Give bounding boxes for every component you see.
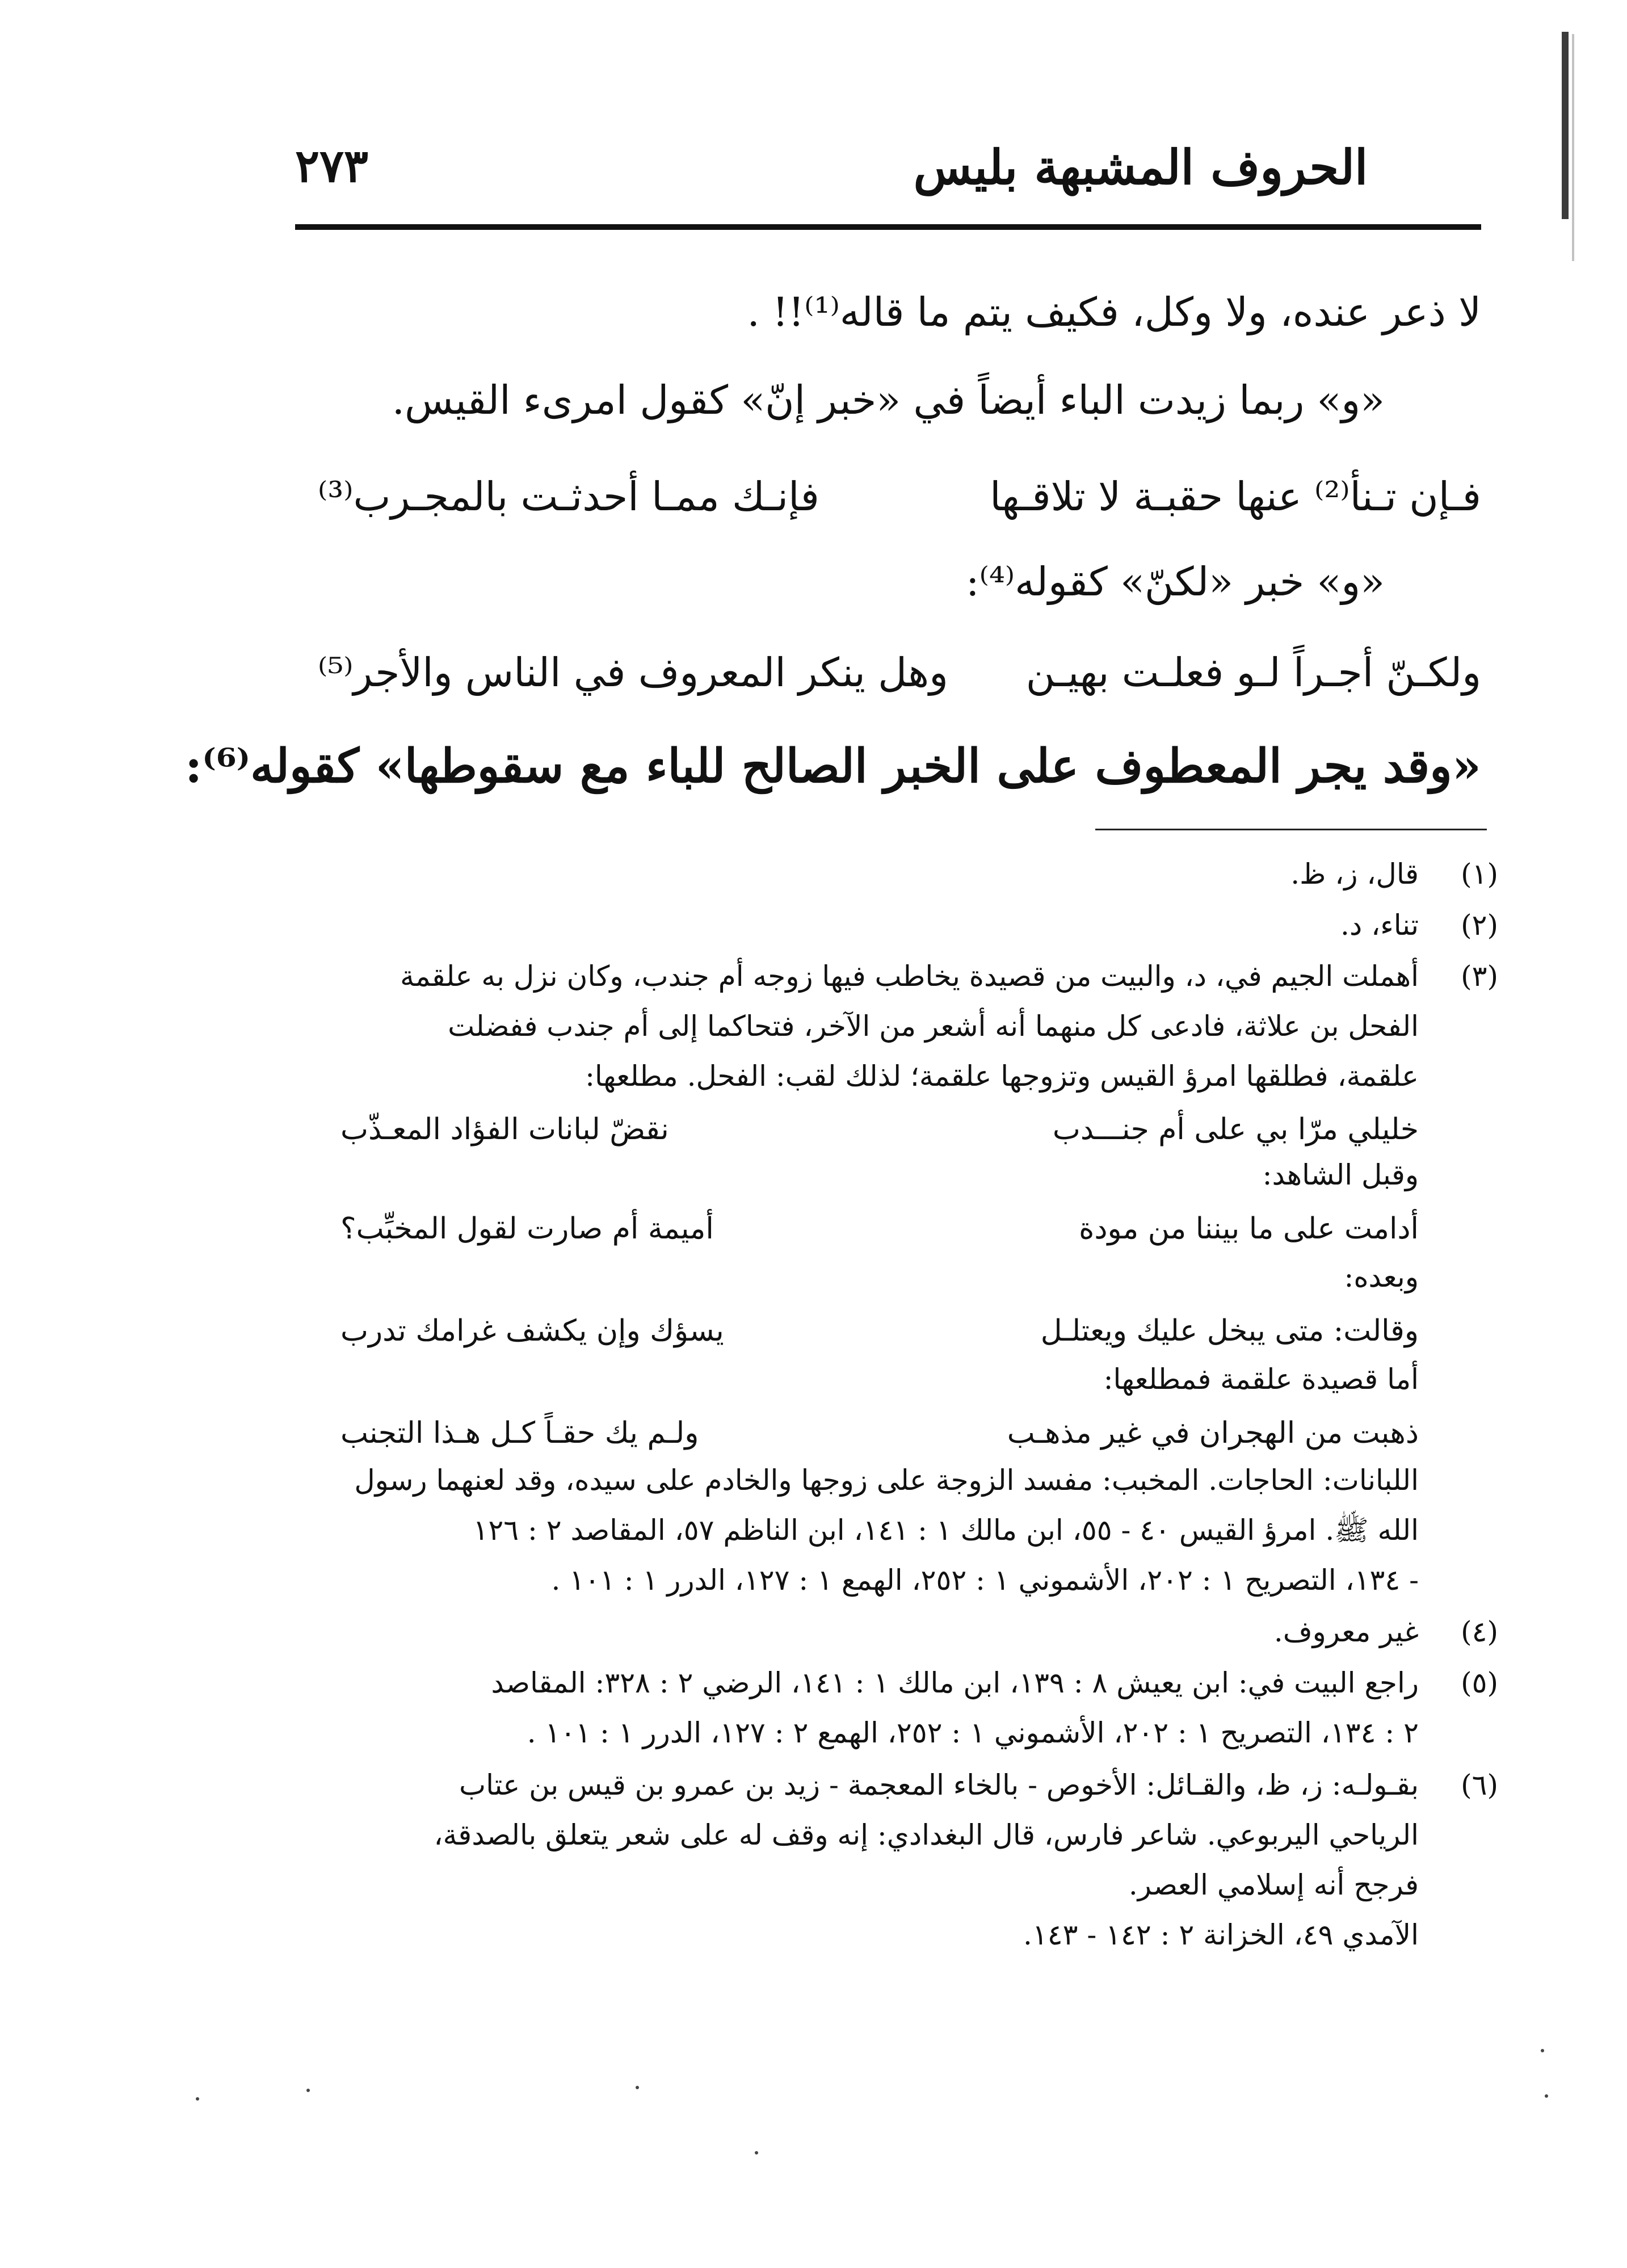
footnote-number: (٦) — [1461, 1769, 1498, 1801]
footnote-text: قال، ز، ظ. — [1290, 858, 1419, 891]
scan-speck — [196, 2097, 199, 2101]
footnote-text: الرياحي اليربوعي. شاعر فارس، قال البغدادي: إنه وقف له على شعر يتعلق بالصدقة، — [434, 1818, 1419, 1851]
verse-first-hemistich: ذهبت من الهجران في غير مذهـب — [1007, 1416, 1419, 1450]
main-text — [185, 272, 1481, 829]
verse-second-hemistich: ولـم يك حقـاً كـل هـذا التجنب — [340, 1416, 699, 1450]
footnote-3-verse-d — [340, 1410, 1419, 1456]
footnote-text: وبعده: — [1344, 1261, 1419, 1293]
verse-1-second-hemistich: فإنـك ممـا أحدثـت بالمجـرب⁽³⁾ — [318, 473, 819, 520]
footnote-text: - ١٣٤، التصريح ١ : ٢٠٢، الأشموني ١ : ٢٥٢، الهمع ١ : ١٢٧، الدرر ١ : ١٠١ . — [551, 1564, 1419, 1597]
text-line-3: «و» خبر «لكنّ» كقوله⁽⁴⁾: — [966, 558, 1385, 605]
footnote-text: راجع البيت في: ابن يعيش ٨ : ١٣٩، ابن مالك ١ : ١٤١، الرضي ٢ : ٣٢٨: المقاصد — [491, 1666, 1419, 1699]
footnote-text: أما قصيدة علقمة فمطلعها: — [1103, 1363, 1419, 1396]
page-edge-shadow-faint — [1572, 34, 1574, 261]
page-number: ٢٧٣ — [295, 139, 368, 192]
scan-speck — [306, 2089, 310, 2092]
verse-second-hemistich: أميمة أم صارت لقول المخبِّب؟ — [340, 1212, 714, 1246]
footnote-text: ٢ : ١٣٤، التصريح ١ : ٢٠٢، الأشموني ١ : ٢٥٢، الهمع ٢ : ١٢٧، الدرر ١ : ١٠١ . — [527, 1716, 1419, 1749]
verse-1-first-hemistich: فـإن تـنأ⁽²⁾ عنها حقبـة لا تلاقـها — [990, 473, 1481, 520]
footnote-number: (٣) — [1461, 960, 1498, 993]
header-rule — [295, 224, 1481, 230]
footnote-3-verse-b — [340, 1206, 1419, 1251]
page-header — [295, 139, 1481, 207]
footnote-text: علقمة، فطلقها امرؤ القيس وتزوجها علقمة؛ لذلك لقب: الفحل. مطلعها: — [585, 1060, 1419, 1093]
footnote-3-verse-c — [340, 1308, 1419, 1354]
footnote-text: تناء، د. — [1340, 909, 1419, 942]
footnote-text: فرجح أنه إسلامي العصر. — [1128, 1868, 1419, 1901]
verse-second-hemistich: نقضّ لبانات الفؤاد المعـذّب — [340, 1112, 669, 1146]
footnote-number: (٥) — [1461, 1666, 1498, 1699]
verse-2-second-hemistich: وهل ينكر المعروف في الناس والأجر⁽⁵⁾ — [318, 649, 948, 696]
footnote-number: (٤) — [1461, 1615, 1498, 1648]
running-title: الحروف المشبهة بليس — [913, 139, 1368, 195]
verse-first-hemistich: أدامت على ما بيننا من مودة — [1079, 1212, 1419, 1246]
footnote-3-verse-a — [340, 1107, 1419, 1152]
scan-speck — [755, 2151, 758, 2154]
footnote-text: أهملت الجيم في، د، والبيت من قصيدة يخاطب فيها زوجه أم جندب، وكان نزل به علقمة — [400, 960, 1419, 993]
text-line-2: «و» ربما زيدت الباء أيضاً في «خبر إنّ» كقول امرىء القيس. — [392, 377, 1385, 423]
scan-speck — [636, 2086, 639, 2089]
footnote-text: اللبانات: الحاجات. المخبب: مفسد الزوجة على زوجها والخادم على سيده، وقد لعنهما رسول — [354, 1464, 1419, 1497]
footnote-text: وقبل الشاهد: — [1262, 1158, 1419, 1191]
verse-1 — [318, 465, 1481, 528]
verse-2-first-hemistich: ولكـنّ أجـراً لـو فعلـت بهيـن — [1025, 649, 1481, 696]
verse-second-hemistich: يسؤك وإن يكشف غرامك تدرب — [340, 1314, 724, 1348]
text-line-1: لا ذعر عنده، ولا وكل، فكيف يتم ما قاله⁽¹⁾!! . — [747, 289, 1481, 335]
footnote-text: الآمدي ٤٩، الخزانة ٢ : ١٤٢ - ١٤٣. — [1023, 1918, 1419, 1951]
scan-speck — [1545, 2094, 1548, 2098]
section-heading: «وقد يجر المعطوف على الخبر الصالح للباء مع سقوطها» كقوله⁽⁶⁾: — [185, 739, 1481, 793]
page-edge-shadow — [1562, 32, 1569, 219]
verse-first-hemistich: وقالت: متى يبخل عليك ويعتلـل — [1040, 1314, 1419, 1348]
footnote-number: (١) — [1461, 858, 1498, 891]
verse-first-hemistich: خليلي مرّا بي على أم جنـــدب — [1052, 1112, 1419, 1146]
verse-2 — [318, 641, 1481, 704]
footnotes — [340, 851, 1498, 2134]
footnote-text: غير معروف. — [1273, 1615, 1419, 1648]
scan-speck — [1541, 2049, 1544, 2052]
footnote-separator — [1095, 829, 1487, 830]
footnote-text: بقـولـه: ز، ظ، والقـائل: الأخوص - بالخاء المعجمة - زيد بن عمرو بن قيس بن عتاب — [459, 1769, 1419, 1801]
footnote-number: (٢) — [1461, 909, 1498, 942]
footnote-text: الله ﷺ. امرؤ القيس ٤٠ - ٥٥، ابن مالك ١ : ١٤١، ابن الناظم ٥٧، المقاصد ٢ : ١٢٦ — [473, 1514, 1419, 1547]
footnote-text: الفحل بن علاثة، فادعى كل منهما أنه أشعر من الآخر، فتحاكما إلى أم جندب ففضلت — [448, 1010, 1419, 1043]
